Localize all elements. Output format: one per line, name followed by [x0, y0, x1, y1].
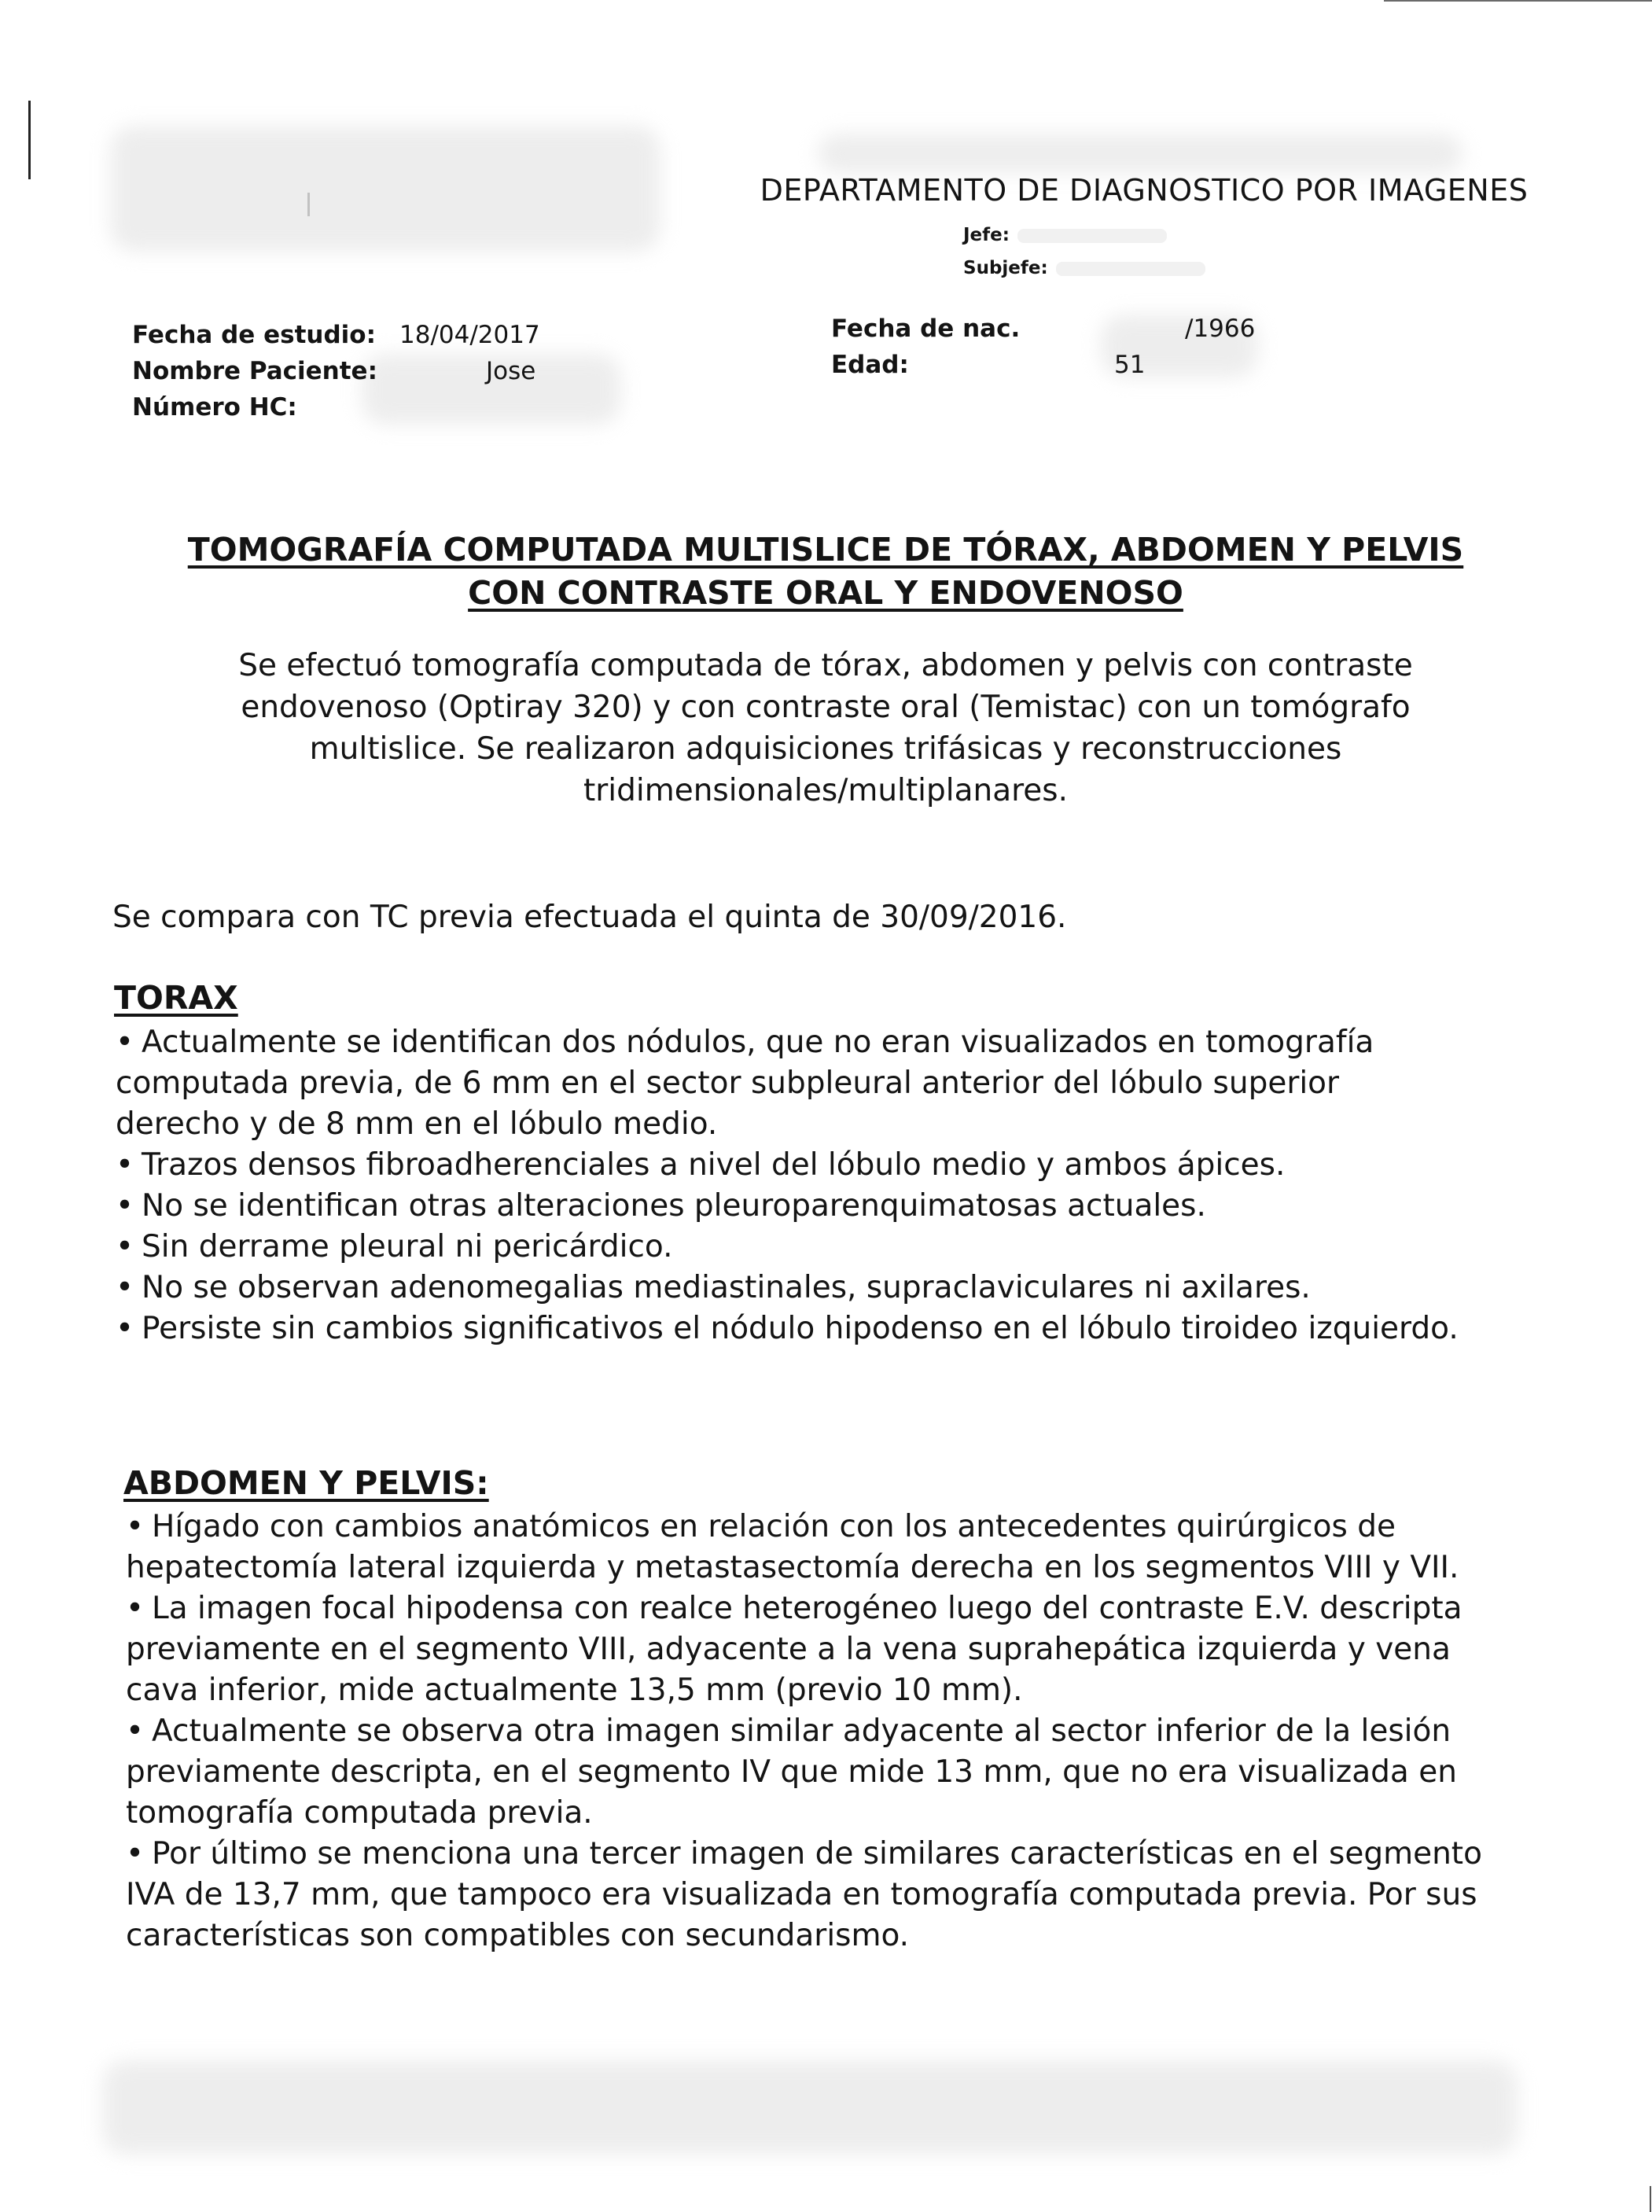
- redacted-subjefe: [1056, 262, 1205, 276]
- patient-info-right: [831, 311, 1303, 383]
- age-row: [831, 347, 1303, 383]
- redacted-institution-name: [818, 134, 1463, 173]
- torax-heading: TORAX: [114, 979, 238, 1017]
- finding-item: • Hígado con cambios anatómicos en relación con los antecedentes quirúrgicos de hepatectomía lateral izquierda y metastasectomía derecha en los segmentos VIII y VII.: [126, 1507, 1510, 1588]
- patient-info-left: [132, 317, 572, 425]
- jefe-label: Jefe:: [963, 225, 1010, 245]
- redacted-logo-area: [110, 126, 660, 252]
- finding-item: • No se identifican otras alteraciones pleuroparenquimatosas actuales.: [116, 1186, 1468, 1227]
- subjefe-row: [963, 252, 1580, 285]
- hc-number-label: Número HC:: [132, 393, 297, 421]
- report-title-line-2: CON CONTRASTE ORAL Y ENDOVENOSO: [468, 574, 1183, 612]
- hc-number-row: [132, 389, 572, 425]
- abdomen-pelvis-findings: [126, 1507, 1510, 1956]
- intro-line: tridimensionales/multiplanares.: [583, 773, 1069, 808]
- finding-item: • Por último se menciona una tercer imagen de similares características en el segmento IVA de 13,7 mm, que tampoco era visualizada en tomografía computada previa. Por sus características son compatibles con secundarismo.: [126, 1834, 1510, 1956]
- study-date-label: Fecha de estudio:: [132, 321, 376, 349]
- finding-item: • La imagen focal hipodensa con realce heterogéneo luego del contraste E.V. descripta previamente en el segmento VIII, adyacente a la vena suprahepática izquierda y vena cava inferior, mide actualmente 13,5 mm (previo 10 mm).: [126, 1588, 1510, 1711]
- study-date-value: 18/04/2017: [399, 321, 540, 349]
- finding-item: • Sin derrame pleural ni pericárdico.: [116, 1227, 1468, 1268]
- finding-item: • Trazos densos fibroadherenciales a nivel del lóbulo medio y ambos ápices.: [116, 1145, 1468, 1186]
- staff-roles: [708, 219, 1580, 285]
- redacted-footer: [102, 2060, 1518, 2155]
- report-header: [708, 173, 1580, 285]
- finding-item: • Actualmente se identifican dos nódulos, que no eran visualizados en tomografía computada previa, de 6 mm en el sector subpleural anterior del lóbulo superior derecho y de 8 mm en el lóbulo medio.: [116, 1022, 1468, 1145]
- subjefe-label: Subjefe:: [963, 258, 1048, 278]
- scan-edge-top: [1384, 0, 1652, 2]
- scan-edge-right: [1650, 2186, 1651, 2212]
- abdomen-pelvis-heading: ABDOMEN Y PELVIS:: [123, 1464, 489, 1502]
- intro-line: Se efectuó tomografía computada de tórax, abdomen y pelvis con contraste: [238, 648, 1413, 683]
- torax-findings: [116, 1022, 1468, 1349]
- finding-item: • Actualmente se observa otra imagen similar adyacente al sector inferior de la lesión previamente descripta, en el segmento IV que mide 13 mm, que no era visualizada en tomografía computada previa.: [126, 1711, 1510, 1834]
- department-title: DEPARTAMENTO DE DIAGNOSTICO POR IMAGENES: [760, 173, 1529, 208]
- intro-line: multislice. Se realizaron adquisiciones trifásicas y reconstrucciones: [309, 731, 1342, 767]
- finding-item: • Persiste sin cambios significativos el nódulo hipodenso en el lóbulo tiroideo izquierdo.: [116, 1308, 1468, 1349]
- jefe-row: [963, 219, 1580, 252]
- margin-pen-mark: [28, 101, 31, 179]
- patient-name-label: Nombre Paciente:: [132, 357, 377, 385]
- procedure-description: [157, 645, 1494, 812]
- report-title: [94, 528, 1557, 615]
- report-title-line-1: TOMOGRAFÍA COMPUTADA MULTISLICE DE TÓRAX, ABDOMEN Y PELVIS: [187, 531, 1464, 569]
- patient-name-value: Jose: [486, 357, 536, 385]
- redacted-jefe: [1017, 229, 1167, 243]
- intro-line: endovenoso (Optiray 320) y con contraste oral (Temistac) con un tomógrafo: [241, 690, 1411, 725]
- comparison-note: Se compara con TC previa efectuada el quinta de 30/09/2016.: [112, 900, 1067, 935]
- study-date-row: [132, 317, 572, 353]
- birthdate-label: Fecha de nac.: [831, 315, 1021, 343]
- age-value: 51: [1114, 351, 1146, 379]
- birthdate-row: [831, 311, 1303, 347]
- age-label: Edad:: [831, 351, 909, 379]
- birthdate-value: /1966: [1185, 315, 1256, 343]
- finding-item: • No se observan adenomegalias mediastinales, supraclaviculares ni axilares.: [116, 1268, 1468, 1308]
- patient-name-row: [132, 353, 572, 389]
